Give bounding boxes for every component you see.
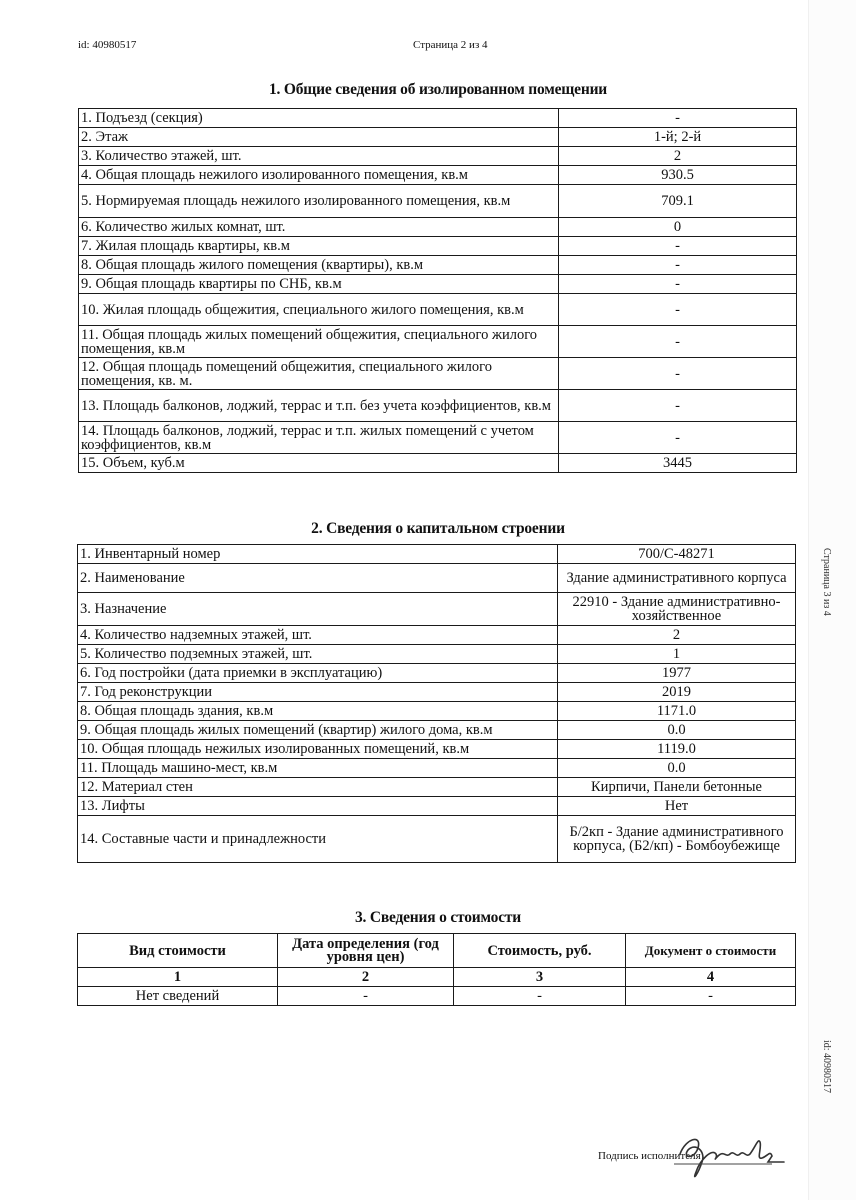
table-row [78,593,796,626]
column-number: 2 [278,968,454,987]
field-label: 5. Нормируемая площадь нежилого изолированного помещения, кв.м [79,185,559,218]
field-label: 3. Назначение [78,593,558,626]
field-value: 2 [559,147,797,166]
building-info-table [77,544,796,863]
field-value: - [559,109,797,128]
adjacent-page-number: Страница 3 из 4 [821,548,832,616]
table-row [79,454,797,473]
table-row [79,128,797,147]
field-label: 9. Общая площадь жилых помещений (квартир) жилого дома, кв.м [78,721,558,740]
valuation-date-cell: - [278,987,454,1006]
field-label: 12. Общая площадь помещений общежития, специального жилого помещения, кв. м. [79,358,559,390]
section1-title: 1. Общие сведения об изолированном помещении [268,81,608,98]
table-row [78,664,796,683]
table-row [78,759,796,778]
header-cost-type: Вид стоимости [78,934,278,968]
section2-title: 2. Сведения о капитальном строении [311,520,565,537]
table-row [79,390,797,422]
table-row [78,740,796,759]
field-value: 2019 [558,683,796,702]
header-cost-document: Документ о стоимости [626,934,796,968]
field-value: - [559,422,797,454]
field-label: 6. Год постройки (дата приемки в эксплуатацию) [78,664,558,683]
table-row [78,797,796,816]
premises-info-table [78,108,797,473]
adjacent-page-id: id: 40980517 [821,1040,832,1094]
cost-value-cell: - [454,987,626,1006]
table-row [79,275,797,294]
field-label: 9. Общая площадь квартиры по СНБ, кв.м [79,275,559,294]
field-value: Кирпичи, Панели бетонные [558,778,796,797]
page-number: Страница 2 из 4 [413,39,488,51]
field-value: - [559,358,797,390]
field-label: 7. Год реконструкции [78,683,558,702]
field-value: Здание административного корпуса [558,564,796,593]
field-label: 13. Лифты [78,797,558,816]
table-row [79,166,797,185]
field-value: - [559,326,797,358]
table-row [79,422,797,454]
field-label: 14. Площадь балконов, лоджий, террас и т.п. жилых помещений с учетом коэффициентов, кв.м [79,422,559,454]
field-label: 14. Составные части и принадлежности [78,816,558,863]
header-valuation-date: Дата определения (год уровня цен) [278,934,454,968]
cost-table-number-row [78,968,796,987]
cost-type-cell: Нет сведений [78,987,278,1006]
field-value: 2 [558,626,796,645]
field-value: 1171.0 [558,702,796,721]
field-value: 709.1 [559,185,797,218]
field-value: 3445 [559,454,797,473]
table-row [78,545,796,564]
cost-document-cell: - [626,987,796,1006]
field-value: - [559,294,797,326]
table-row [78,702,796,721]
table-row [78,987,796,1006]
signature-label: Подпись исполнителя [598,1150,701,1162]
field-label: 15. Объем, куб.м [79,454,559,473]
field-value: - [559,390,797,422]
field-value: 0 [559,218,797,237]
table-row [78,816,796,863]
table-row [79,237,797,256]
table-row [79,109,797,128]
field-value: 1119.0 [558,740,796,759]
field-label: 2. Этаж [79,128,559,147]
field-label: 12. Материал стен [78,778,558,797]
cost-info-table [77,933,796,1006]
field-value: 1-й; 2-й [559,128,797,147]
table-row [78,721,796,740]
field-label: 8. Общая площадь здания, кв.м [78,702,558,721]
cost-table-header-row [78,934,796,968]
field-value: - [559,275,797,294]
table-row [78,683,796,702]
header-cost-value: Стоимость, руб. [454,934,626,968]
table-row [79,185,797,218]
field-label: 5. Количество подземных этажей, шт. [78,645,558,664]
field-label: 6. Количество жилых комнат, шт. [79,218,559,237]
field-label: 13. Площадь балконов, лоджий, террас и т.п. без учета коэффициентов, кв.м [79,390,559,422]
column-number: 3 [454,968,626,987]
table-row [78,778,796,797]
field-value: - [559,256,797,275]
table-row [79,218,797,237]
field-value: 700/С-48271 [558,545,796,564]
table-row [79,147,797,166]
field-label: 11. Площадь машино-мест, кв.м [78,759,558,778]
field-value: Б/2кп - Здание административного корпуса, (Б2/кп) - Бомбоубежище [558,816,796,863]
field-value: Нет [558,797,796,816]
section3-title: 3. Сведения о стоимости [354,909,522,926]
field-value: 0.0 [558,759,796,778]
field-label: 7. Жилая площадь квартиры, кв.м [79,237,559,256]
field-label: 10. Общая площадь нежилых изолированных помещений, кв.м [78,740,558,759]
column-number: 1 [78,968,278,987]
field-value: - [559,237,797,256]
table-row [79,294,797,326]
table-row [78,645,796,664]
field-label: 1. Подъезд (секция) [79,109,559,128]
field-value: 1977 [558,664,796,683]
field-label: 2. Наименование [78,564,558,593]
field-label: 4. Количество надземных этажей, шт. [78,626,558,645]
signature-mark [672,1128,792,1188]
field-label: 4. Общая площадь нежилого изолированного помещения, кв.м [79,166,559,185]
field-label: 3. Количество этажей, шт. [79,147,559,166]
field-value: 0.0 [558,721,796,740]
table-row [79,358,797,390]
table-row [78,564,796,593]
adjacent-page-strip [808,0,856,1200]
field-value: 930.5 [559,166,797,185]
document-id: id: 40980517 [78,39,137,51]
table-row [79,256,797,275]
field-label: 11. Общая площадь жилых помещений общежития, специального жилого помещения, кв.м [79,326,559,358]
field-label: 10. Жилая площадь общежития, специального жилого помещения, кв.м [79,294,559,326]
table-row [79,326,797,358]
field-label: 8. Общая площадь жилого помещения (квартиры), кв.м [79,256,559,275]
table-row [78,626,796,645]
field-label: 1. Инвентарный номер [78,545,558,564]
field-value: 22910 - Здание административно-хозяйственное [558,593,796,626]
column-number: 4 [626,968,796,987]
field-value: 1 [558,645,796,664]
